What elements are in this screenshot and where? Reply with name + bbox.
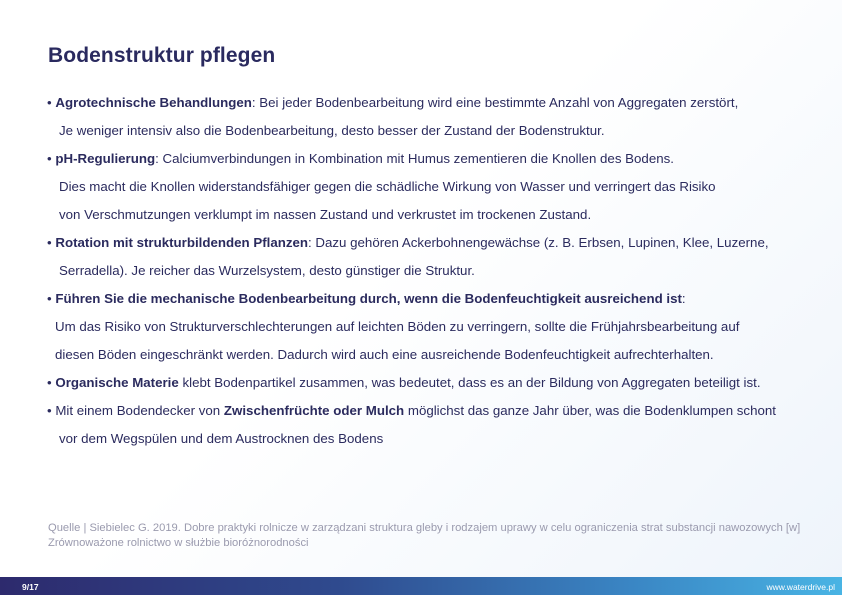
bullet-heading: Agrotechnische Behandlungen — [55, 95, 252, 110]
list-item — [47, 229, 817, 257]
bullet-continuation: vor dem Wegspülen und dem Austrocknen des Bodens — [59, 431, 384, 446]
bullet-text: : Calciumverbindungen in Kombination mit Humus zementieren die Knollen des Bodens. — [155, 151, 674, 166]
list-item — [47, 397, 817, 425]
bullet-heading: Zwischenfrüchte oder Mulch — [223, 403, 405, 418]
bullet-continuation: Je weniger intensiv also die Bodenbearbeitung, desto besser der Zustand der Bodenstruktur. — [59, 123, 605, 138]
bullet-marker: • — [47, 95, 52, 110]
bullet-continuation: von Verschmutzungen verklumpt im nassen Zustand und verkrustet im trockenen Zustand. — [59, 207, 592, 222]
bullet-list — [47, 89, 817, 453]
bullet-text: klebt Bodenpartikel zusammen, was bedeutet, dass es an der Bildung von Aggregaten beteiligt ist. — [178, 375, 761, 390]
bullet-marker: • — [47, 403, 52, 418]
website-url: www.waterdrive.pl — [766, 582, 835, 592]
bullet-heading: Führen Sie die mechanische Bodenbearbeitung durch, wenn die Bodenfeuchtigkeit ausreichend ist — [55, 291, 682, 306]
bullet-marker: • — [47, 291, 52, 306]
list-item — [47, 145, 817, 173]
bullet-text: möglichst das ganze Jahr über, was die Bodenklumpen schont — [404, 403, 776, 418]
bullet-continuation: diesen Böden eingeschränkt werden. Dadurch wird auch eine ausreichende Bodenfeuchtigkeit aufrechterhalten. — [55, 347, 714, 362]
list-item — [47, 285, 817, 313]
bullet-heading: Rotation mit strukturbildenden Pflanzen — [55, 235, 309, 250]
bullet-heading: pH-Regulierung — [55, 151, 156, 166]
source-citation: Quelle | Siebielec G. 2019. Dobre praktyki rolnicze w zarządzani struktura gleby i rodzajem uprawy w celu ograniczenia strat substancji nawozowych [w] Zrównoważone rolnictwo w służbie bioróżnorodności — [48, 522, 801, 549]
page-number: 9/17 — [22, 582, 39, 592]
bullet-text: : — [681, 291, 686, 306]
bullet-heading: Organische Materie — [55, 375, 179, 390]
list-item — [47, 369, 817, 397]
footer-bar — [0, 577, 842, 595]
bullet-text: : Dazu gehören Ackerbohnengewächse (z. B. Erbsen, Lupinen, Klee, Luzerne, — [308, 235, 769, 250]
list-item — [47, 89, 817, 117]
page-title: Bodenstruktur pflegen — [48, 44, 276, 67]
bullet-marker: • — [47, 375, 52, 390]
bullet-continuation: Serradella). Je reicher das Wurzelsystem, desto günstiger die Struktur. — [59, 263, 475, 278]
bullet-text: Mit einem Bodendecker von — [55, 403, 224, 418]
bullet-continuation: Um das Risiko von Strukturverschlechterungen auf leichten Böden zu verringern, sollte die Frühjahrsbearbeitung auf — [55, 319, 740, 334]
bullet-continuation: Dies macht die Knollen widerstandsfähiger gegen die schädliche Wirkung von Wasser und verringert das Risiko — [59, 179, 716, 194]
bullet-text: : Bei jeder Bodenbearbeitung wird eine bestimmte Anzahl von Aggregaten zerstört, — [251, 95, 739, 110]
bullet-marker: • — [47, 235, 52, 250]
bullet-marker: • — [47, 151, 52, 166]
